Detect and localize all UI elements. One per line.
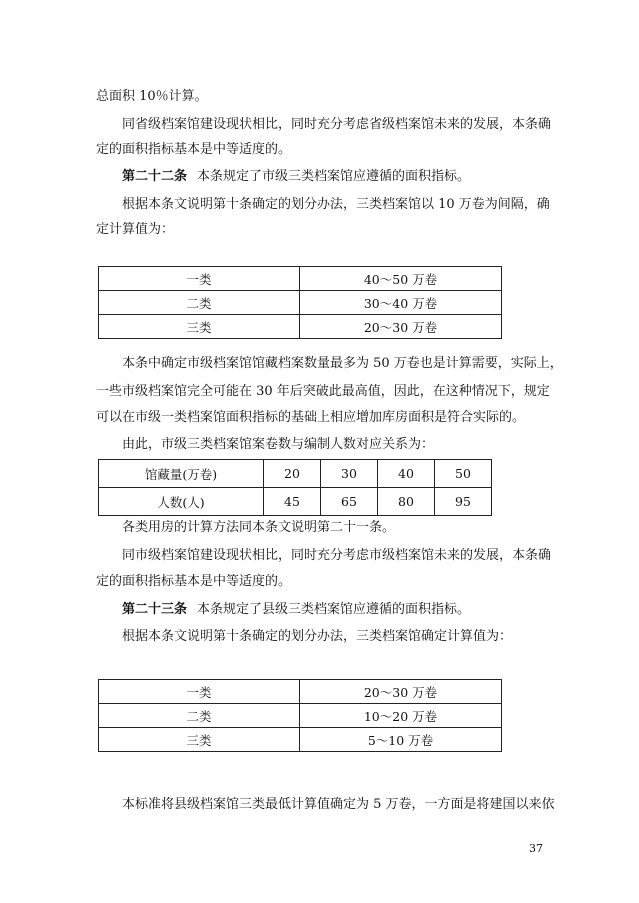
city-class-table xyxy=(98,266,502,339)
table-cell: 5～10 万卷 xyxy=(300,728,502,752)
table-cell: 三类 xyxy=(99,315,300,339)
table-cell: 20～30 万卷 xyxy=(300,680,502,704)
paragraph-division-line1: 根据本条文说明第十条确定的划分办法，三类档案馆以 10 万卷为间隔，确 xyxy=(122,197,550,212)
table-cell: 40～50 万卷 xyxy=(300,267,502,291)
table-cell: 30 xyxy=(321,460,378,488)
table-cell: 二类 xyxy=(99,291,300,315)
table-row xyxy=(99,728,502,752)
article-22-heading xyxy=(96,168,572,186)
table-cell: 馆藏量(万卷) xyxy=(99,460,264,488)
article-22-title: 第二十二条 xyxy=(122,169,188,184)
paragraph-province-line2: 定的面积指标基本是中等适度的。 xyxy=(96,142,292,157)
table-cell: 65 xyxy=(321,488,378,516)
table-cell: 一类 xyxy=(99,680,300,704)
table-row xyxy=(99,704,502,728)
paragraph-city-line1: 同市级档案馆建设现状相比，同时充分考虑市级档案馆未来的发展，本条确 xyxy=(122,548,552,563)
table-row xyxy=(99,488,492,516)
table-cell: 40 xyxy=(378,460,435,488)
paragraph-max-volume-line1: 本条中确定市级档案馆馆藏档案数量最多为 50 万卷也是计算需要，实际上， xyxy=(122,356,563,371)
table-row xyxy=(99,460,492,488)
table-cell: 10～20 万卷 xyxy=(300,704,502,728)
table-cell: 45 xyxy=(264,488,321,516)
county-class-table xyxy=(98,679,502,752)
page-number: 37 xyxy=(529,842,543,855)
table-cell: 二类 xyxy=(99,704,300,728)
table-row xyxy=(99,315,502,339)
table-cell: 50 xyxy=(435,460,492,488)
table-row xyxy=(99,680,502,704)
staff-volume-table xyxy=(98,459,492,516)
paragraph-max-volume-line2: 一些市级档案馆完全可能在 30 年后突破此最高值，因此，在这种情况下，规定 xyxy=(96,384,550,399)
article-23-heading xyxy=(96,601,572,619)
paragraph-calc-method: 各类用房的计算方法同本条文说明第二十一条。 xyxy=(122,520,396,535)
paragraph-area-ratio: 总面积 10％计算。 xyxy=(96,89,208,104)
paragraph-province-line1: 同省级档案馆建设现状相比，同时充分考虑省级档案馆未来的发展，本条确 xyxy=(122,117,552,132)
table-cell: 30～40 万卷 xyxy=(300,291,502,315)
table-cell: 三类 xyxy=(99,728,300,752)
table-cell: 20 xyxy=(264,460,321,488)
paragraph-division-line2: 定计算值为： xyxy=(96,222,175,237)
paragraph-city-line2: 定的面积指标基本是中等适度的。 xyxy=(96,574,292,589)
paragraph-county-division: 根据本条文说明第十条确定的划分办法，三类档案馆确定计算值为： xyxy=(122,629,513,644)
paragraph-max-volume-line3: 可以在市级一类档案馆面积指标的基础上相应增加库房面积是符合实际的。 xyxy=(96,410,526,425)
table-row xyxy=(99,291,502,315)
table-cell: 人数(人) xyxy=(99,488,264,516)
article-22-text: 本条规定了市级三类档案馆应遵循的面积指标。 xyxy=(197,169,471,184)
table-cell: 95 xyxy=(435,488,492,516)
article-23-title: 第二十三条 xyxy=(122,602,188,617)
table-cell: 80 xyxy=(378,488,435,516)
table-cell: 20～30 万卷 xyxy=(300,315,502,339)
paragraph-staff-relation: 由此，市级三类档案馆案卷数与编制人数对应关系为： xyxy=(122,437,435,452)
article-23-text: 本条规定了县级三类档案馆应遵循的面积指标。 xyxy=(197,602,471,617)
table-cell: 一类 xyxy=(99,267,300,291)
paragraph-county-minimum: 本标准将县级档案馆三类最低计算值确定为 5 万卷，一方面是将建国以来依 xyxy=(122,797,555,812)
table-row xyxy=(99,267,502,291)
